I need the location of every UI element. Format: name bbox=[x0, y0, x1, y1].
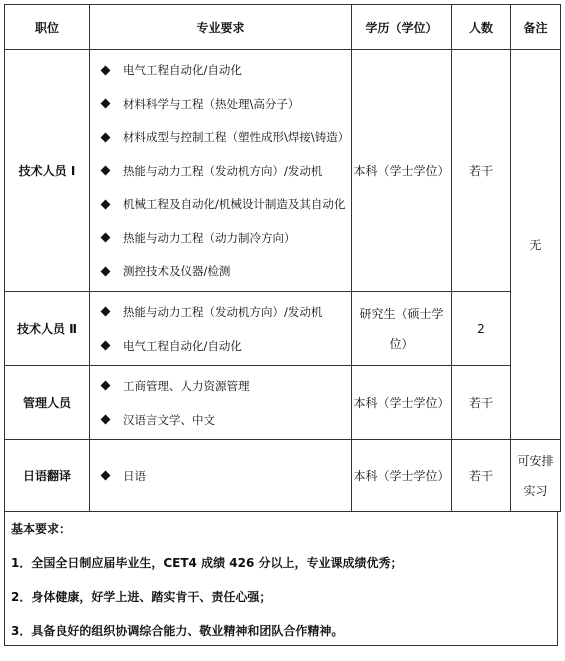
requirement-item: 3．具备良好的组织协调综合能力、敬业精神和团队合作精神。 bbox=[11, 624, 344, 638]
diamond-bullet-icon bbox=[101, 266, 111, 276]
degree-line: 研究生（硕士学 bbox=[359, 306, 444, 321]
major-text: 日语 bbox=[123, 468, 146, 483]
list-item bbox=[96, 53, 345, 87]
header-position: 职位 bbox=[5, 5, 90, 50]
header-degree: 学历（学位） bbox=[352, 5, 452, 50]
major-text: 热能与动力工程（动力制冷方向） bbox=[123, 230, 296, 245]
remark-cell: 无 bbox=[511, 50, 561, 440]
diamond-bullet-icon bbox=[101, 307, 111, 317]
major-cell bbox=[90, 50, 352, 292]
count-cell: 若干 bbox=[452, 366, 511, 440]
basic-requirements bbox=[4, 512, 558, 646]
list-item bbox=[96, 87, 345, 121]
recruitment-table bbox=[4, 4, 561, 512]
header-row bbox=[5, 5, 561, 50]
major-list bbox=[90, 459, 351, 493]
remark-cell bbox=[511, 440, 561, 512]
diamond-bullet-icon bbox=[101, 415, 111, 425]
requirement-item: 1．全国全日制应届毕业生，CET4 成绩 426 分以上，专业课成绩优秀； bbox=[11, 556, 403, 570]
major-list bbox=[90, 369, 351, 437]
degree-cell: 本科（学士学位） bbox=[352, 366, 452, 440]
list-item bbox=[96, 295, 345, 329]
list-item bbox=[96, 120, 350, 154]
position-cell: 日语翻译 bbox=[5, 440, 90, 512]
list-item bbox=[96, 154, 345, 188]
table-row bbox=[5, 366, 561, 440]
position-cell: 技术人员 Ⅱ bbox=[5, 292, 90, 366]
degree-cell: 本科（学士学位） bbox=[352, 440, 452, 512]
major-cell bbox=[90, 292, 352, 366]
major-text: 材料科学与工程（热处理\高分子） bbox=[123, 96, 300, 111]
count-cell: 若干 bbox=[452, 440, 511, 512]
remark-line: 实习 bbox=[523, 483, 548, 498]
major-text: 材料成型与控制工程（塑性成形\焊接\铸造） bbox=[123, 130, 350, 144]
header-count: 人数 bbox=[452, 5, 511, 50]
position-cell: 管理人员 bbox=[5, 366, 90, 440]
major-text: 汉语言文学、中文 bbox=[123, 412, 215, 427]
count-cell: 2 bbox=[452, 292, 511, 366]
diamond-bullet-icon bbox=[101, 65, 111, 75]
requirements-title: 基本要求： bbox=[11, 522, 72, 536]
list-item bbox=[96, 329, 345, 363]
table-row bbox=[5, 292, 561, 366]
diamond-bullet-icon bbox=[101, 199, 111, 209]
diamond-bullet-icon bbox=[101, 166, 111, 176]
list-item bbox=[96, 369, 345, 403]
diamond-bullet-icon bbox=[101, 341, 111, 351]
list-item bbox=[96, 187, 345, 221]
major-text: 工商管理、人力资源管理 bbox=[123, 378, 250, 393]
diamond-bullet-icon bbox=[101, 233, 111, 243]
degree-cell bbox=[352, 292, 452, 366]
diamond-bullet-icon bbox=[101, 471, 111, 481]
major-text: 机械工程及自动化/机械设计制造及其自动化 bbox=[123, 197, 346, 211]
list-item bbox=[96, 459, 345, 493]
position-cell: 技术人员 Ⅰ bbox=[5, 50, 90, 292]
table-row bbox=[5, 440, 561, 512]
recruitment-table-page bbox=[4, 4, 560, 657]
table-row bbox=[5, 50, 561, 292]
major-list bbox=[90, 295, 351, 363]
major-text: 热能与动力工程（发动机方向）/发动机 bbox=[123, 304, 323, 319]
list-item bbox=[96, 254, 345, 288]
count-cell: 若干 bbox=[452, 50, 511, 292]
diamond-bullet-icon bbox=[101, 132, 111, 142]
major-text: 测控技术及仪器/检测 bbox=[123, 264, 231, 278]
list-item bbox=[96, 403, 345, 437]
major-text: 电气工程自动化/自动化 bbox=[123, 63, 242, 77]
degree-cell: 本科（学士学位） bbox=[352, 50, 452, 292]
major-text: 热能与动力工程（发动机方向）/发动机 bbox=[123, 163, 323, 178]
requirement-item: 2．身体健康，好学上进、踏实肯干、责任心强； bbox=[11, 590, 272, 604]
diamond-bullet-icon bbox=[101, 381, 111, 391]
major-cell bbox=[90, 366, 352, 440]
major-text: 电气工程自动化/自动化 bbox=[123, 338, 242, 353]
degree-line: 位） bbox=[389, 336, 414, 351]
major-list bbox=[90, 53, 351, 288]
header-major: 专业要求 bbox=[90, 5, 352, 50]
list-item bbox=[96, 221, 345, 255]
major-cell bbox=[90, 440, 352, 512]
diamond-bullet-icon bbox=[101, 99, 111, 109]
header-remark: 备注 bbox=[511, 5, 561, 50]
remark-line: 可安排 bbox=[517, 453, 554, 468]
